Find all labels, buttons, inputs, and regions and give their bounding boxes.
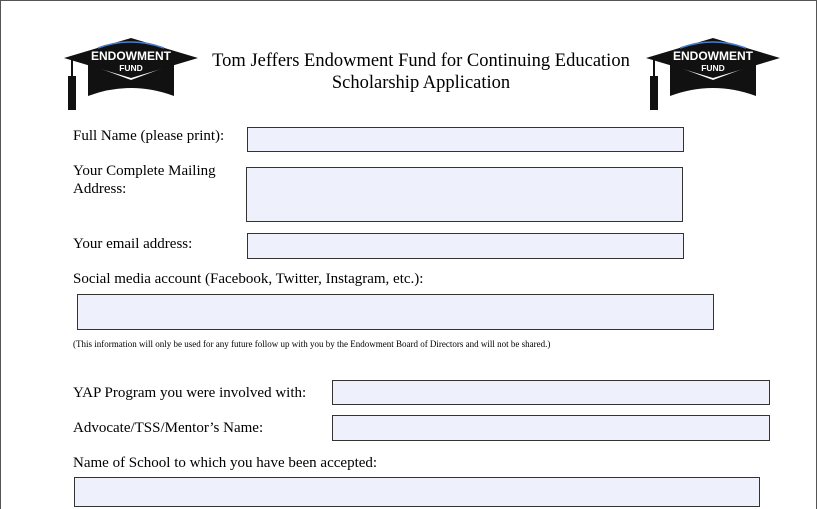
- endowment-fund-logo-right: [646, 38, 780, 112]
- page-title: [198, 50, 644, 94]
- school-field[interactable]: [74, 477, 760, 507]
- school-label: Name of School to which you have been accepted:: [73, 455, 378, 471]
- logo-word-endowment: ENDOWMENT: [91, 49, 171, 63]
- full-name-label: Full Name (please print):: [73, 128, 225, 144]
- page-border-left: [0, 0, 1, 509]
- logo-word-endowment: ENDOWMENT: [673, 49, 753, 63]
- logo-word-fund: FUND: [119, 63, 143, 73]
- title-line-2: Scholarship Application: [331, 73, 511, 93]
- mailing-address-field[interactable]: [246, 167, 683, 222]
- title-line-1: Tom Jeffers Endowment Fund for Continuing Education: [212, 51, 630, 71]
- address-label-line-2: Address:: [73, 181, 127, 197]
- yap-program-field[interactable]: [332, 380, 770, 405]
- logo-word-fund: FUND: [701, 63, 725, 73]
- address-label-line-1: Your Complete Mailing: [73, 163, 216, 179]
- page-border-top: [0, 0, 817, 1]
- endowment-fund-logo-left: [64, 38, 198, 112]
- yap-program-label: YAP Program you were involved with:: [73, 385, 307, 401]
- social-media-label: Social media account (Facebook, Twitter, Instagram, etc.):: [73, 271, 424, 287]
- social-media-field[interactable]: [77, 294, 714, 330]
- email-field[interactable]: [247, 233, 684, 259]
- email-label: Your email address:: [73, 236, 193, 252]
- advocate-label: Advocate/TSS/Mentor’s Name:: [73, 420, 264, 436]
- advocate-field[interactable]: [332, 415, 770, 441]
- full-name-field[interactable]: [247, 127, 684, 152]
- privacy-note: (This information will only be used for any future follow up with you by the Endowment Board of Directors and will not be shared.): [73, 339, 551, 349]
